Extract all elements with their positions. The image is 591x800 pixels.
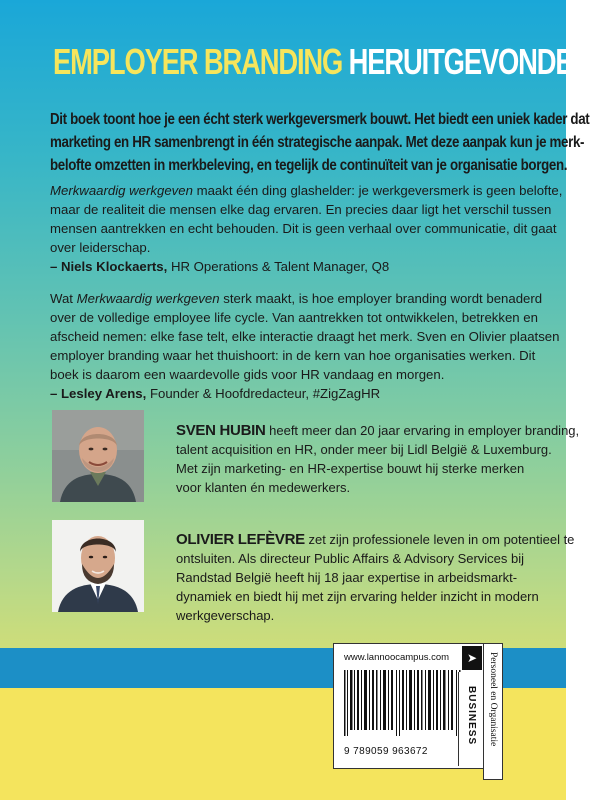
quote-line: mensen aantrekken en echt behouden. Dit is geen verhaal over communicatie, dit gaat bbox=[50, 221, 557, 236]
testimonial-arens bbox=[50, 289, 560, 403]
cover-title bbox=[53, 40, 591, 84]
quote-attribution bbox=[50, 257, 520, 276]
quote-line: maar de realiteit die mensen elke dag ervaren. En precies daar ligt het verschil tussen bbox=[50, 202, 552, 217]
title-part-1: EMPLOYER BRANDING bbox=[53, 41, 343, 82]
author-bio-sven-hubin bbox=[176, 421, 580, 497]
quote-line: over de volledige employee life cycle. Van aantrekken tot ontwikkelen, betrekken en bbox=[50, 310, 538, 325]
portrait-image bbox=[52, 520, 144, 612]
quote-text: sterk maakt, is hoe employer branding wordt benaderd bbox=[219, 291, 543, 306]
author-photo-sven-hubin bbox=[52, 410, 144, 502]
intro-line: marketing en HR samenbrengt in één strategische aanpak. Met deze aanpak kun je merk- bbox=[50, 134, 585, 151]
bio-line: talent acquisition en HR, onder meer bij Lidl België & Luxemburg. bbox=[176, 442, 552, 457]
quote-text: maakt één ding glashelder: je werkgeversmerk is geen belofte, bbox=[192, 183, 563, 198]
quote-line: afscheid nemen: elke fase telt, elke interactie draagt het merk. Sven en Olivier plaatsen bbox=[50, 329, 560, 344]
bio-line: Met zijn marketing- en HR-expertise bouwt hij sterke merken bbox=[176, 461, 525, 476]
book-title-italic: Merkwaardig werkgeven bbox=[50, 183, 193, 198]
subject-tag: Personeel en Organisatie bbox=[488, 652, 498, 747]
book-title-italic: Merkwaardig werkgeven bbox=[76, 291, 220, 306]
quote-author: – Niels Klockaerts, bbox=[50, 259, 168, 274]
intro-line: Dit boek toont hoe je een écht sterk werkgeversmerk bouwt. Het biedt een uniek kader dat bbox=[50, 111, 590, 128]
bio-line: dynamiek en biedt hij met zijn ervaring helder inzicht in modern bbox=[176, 589, 539, 604]
quote-text: Wat bbox=[50, 291, 77, 306]
portrait-image bbox=[52, 410, 144, 502]
title-part-2: HERUITGEVONDEN bbox=[348, 41, 591, 82]
category-label: BUSINESS bbox=[466, 686, 477, 746]
testimonial-klockaerts bbox=[50, 181, 563, 276]
bio-line: voor klanten én medewerkers. bbox=[176, 480, 351, 495]
author-name: OLIVIER LEFÈVRE bbox=[176, 531, 305, 548]
publisher-url: www.lannoocampus.com bbox=[344, 652, 450, 663]
bio-text: zet zijn professionele leven in om potentieel te bbox=[304, 532, 575, 547]
quote-author: – Lesley Arens, bbox=[50, 386, 147, 401]
bio-text: heeft meer dan 20 jaar ervaring in employer branding, bbox=[265, 423, 580, 438]
bio-line: Randstad België heeft hij 18 jaar expertise in arbeidsmarkt- bbox=[176, 570, 518, 585]
author-role: HR Operations & Talent Manager, Q8 bbox=[167, 259, 390, 274]
intro-line: belofte omzetten in merkbeleving, en tegelijk de continuïteit van je organisatie borgen. bbox=[50, 157, 568, 174]
publisher-logo-icon: ➤ bbox=[462, 646, 482, 670]
barcode-icon bbox=[342, 670, 462, 736]
author-role: Founder & Hoofdredacteur, #ZigZagHR bbox=[146, 386, 381, 401]
author-photo-olivier-lefevre bbox=[52, 520, 144, 612]
author-name: SVEN HUBIN bbox=[176, 422, 266, 439]
quote-line: over leiderschap. bbox=[50, 240, 151, 255]
quote-attribution bbox=[50, 384, 520, 403]
quote-line: boek is daarom een waardevolle gids voor HR vandaag en morgen. bbox=[50, 367, 445, 382]
intro-text bbox=[50, 108, 590, 177]
author-bio-olivier-lefevre bbox=[176, 530, 575, 625]
isbn-number: 9 789059 963672 bbox=[344, 746, 428, 757]
bio-line: werkgeverschap. bbox=[176, 608, 275, 623]
bio-line: ontsluiten. Als directeur Public Affairs & Advisory Services bij bbox=[176, 551, 525, 566]
quote-line: employer branding waar het thuishoort: in de kern van hoe organisaties werken. Dit bbox=[50, 348, 536, 363]
